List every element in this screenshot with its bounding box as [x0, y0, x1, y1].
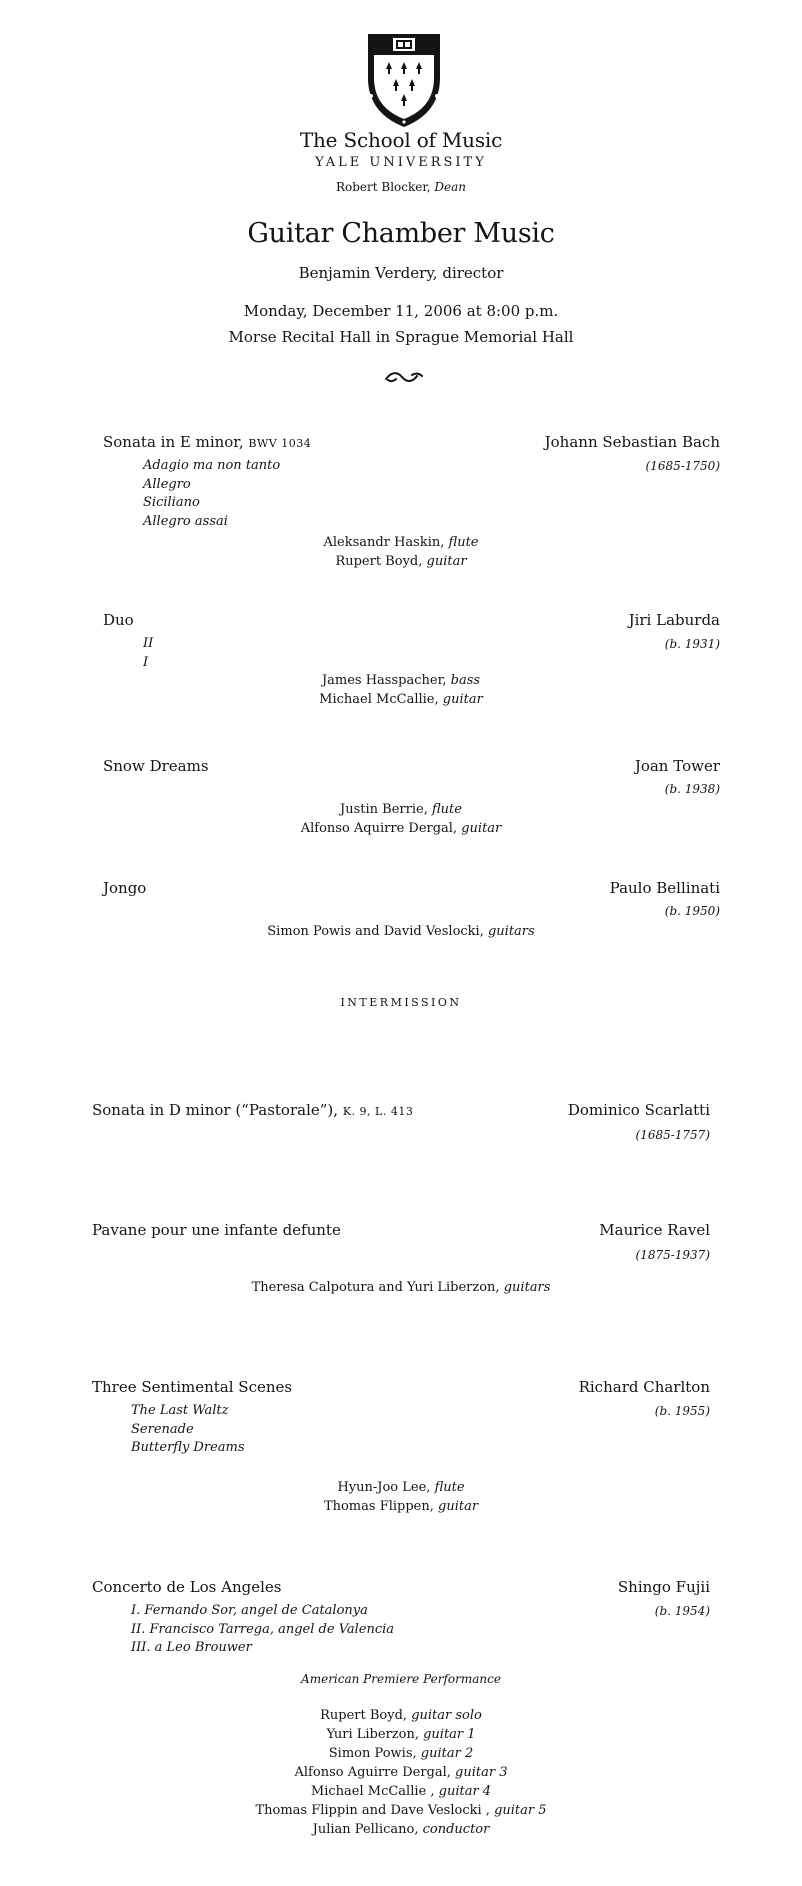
piece-title-bach: [103, 433, 311, 451]
piece-title-jongo: Jongo: [103, 879, 147, 897]
performer-role: guitar: [461, 821, 502, 836]
performer-line: [0, 1478, 802, 1497]
piece-title-scarlatti: [92, 1101, 413, 1119]
performer-line: [0, 800, 802, 819]
performer-line: [0, 671, 802, 690]
movement-item: Siciliano: [143, 495, 200, 510]
composer-name: Johann Sebastian Bach: [544, 433, 720, 451]
composer-years: (b. 1938): [664, 782, 720, 796]
performer-role: guitar solo: [411, 1708, 482, 1723]
performer-role: guitar 2: [420, 1746, 474, 1761]
composer-years: (b. 1954): [654, 1604, 710, 1618]
composer-name: Paulo Bellinati: [609, 879, 720, 897]
concert-date: Monday, December 11, 2006 at 8:00 p.m.: [243, 302, 559, 320]
performer-role: flute: [434, 1480, 465, 1495]
composer-name: Maurice Ravel: [599, 1221, 710, 1239]
movement-item: III. a Leo Brouwer: [131, 1640, 252, 1655]
performer-list: [0, 922, 802, 941]
performer-line: [0, 1725, 802, 1744]
performer-role: guitars: [503, 1280, 551, 1295]
performer-line: [0, 1497, 802, 1516]
performer-name: Michael McCallie ,: [310, 1784, 435, 1799]
performer-role: guitar 5: [494, 1803, 547, 1818]
movement-item: I. Fernando Sor, angel de Catalonya: [131, 1603, 368, 1618]
performer-line: [0, 1820, 802, 1839]
composer-years: (b. 1955): [654, 1404, 710, 1418]
composer-name: Shingo Fujii: [617, 1578, 710, 1596]
ornament-swash-icon: [384, 368, 424, 386]
performer-line: [0, 1278, 802, 1297]
performer-line: [0, 552, 802, 571]
performer-line: [0, 1801, 802, 1820]
performer-line: [0, 1744, 802, 1763]
composer-years: (1685-1750): [645, 459, 720, 473]
performer-name: Hyun-Joo Lee,: [337, 1480, 431, 1495]
performer-role: guitar 4: [438, 1784, 492, 1799]
performer-line: [0, 1763, 802, 1782]
composer-years: (b. 1931): [664, 637, 720, 651]
performer-line: [0, 1782, 802, 1801]
performer-line: [0, 1706, 802, 1725]
movement-item: II: [143, 636, 154, 651]
performer-list: [0, 533, 802, 571]
performer-name: Alfonso Aguirre Dergal,: [294, 1765, 451, 1780]
performer-list: [0, 1478, 802, 1516]
performer-name: Julian Pellicano,: [312, 1822, 419, 1837]
performer-name: Theresa Calpotura and Yuri Liberzon,: [251, 1280, 500, 1295]
performer-line: [0, 819, 802, 838]
concert-venue: Morse Recital Hall in Sprague Memorial Hall: [228, 328, 574, 346]
intermission-label: INTERMISSION: [340, 996, 462, 1009]
movement-list: [131, 1602, 394, 1658]
movement-item: Adagio ma non tanto: [143, 458, 281, 473]
performer-role: guitar 1: [423, 1727, 476, 1742]
performer-role: guitars: [487, 924, 535, 939]
piece-title-concerto: Concerto de Los Angeles: [92, 1578, 282, 1596]
performer-list: [0, 800, 802, 838]
movement-item: II. Francisco Tarrega, angel de Valencia: [131, 1621, 395, 1637]
piece-title-sentimental-scenes: Three Sentimental Scenes: [92, 1378, 293, 1396]
dean-title: Dean: [434, 180, 467, 194]
movement-list: [143, 635, 153, 672]
performer-list: [0, 1278, 802, 1297]
performer-name: Yuri Liberzon,: [326, 1727, 419, 1742]
director-line: Benjamin Verdery, director: [298, 264, 504, 282]
performer-role: guitar: [426, 554, 467, 569]
movement-item: Butterfly Dreams: [131, 1440, 245, 1455]
piece-title-snow-dreams: Snow Dreams: [103, 757, 209, 775]
performer-line: [0, 533, 802, 552]
performer-list: [0, 671, 802, 709]
program-title: Guitar Chamber Music: [247, 218, 555, 249]
performer-line: [0, 690, 802, 709]
performer-name: Thomas Flippin and Dave Veslocki ,: [255, 1803, 490, 1818]
yale-shield-logo: [366, 32, 442, 128]
performer-role: guitar: [442, 692, 483, 707]
composer-years: (1685-1757): [635, 1128, 710, 1142]
university-name: YALE UNIVERSITY: [315, 155, 487, 170]
dean-name: Robert Blocker,: [335, 180, 431, 194]
performer-role: guitar: [438, 1499, 479, 1514]
movement-list: [131, 1402, 245, 1458]
premiere-note: American Premiere Performance: [301, 1672, 501, 1686]
performer-name: Michael McCallie,: [319, 692, 439, 707]
performer-name: Rupert Boyd,: [320, 1708, 408, 1723]
composer-years: (b. 1950): [664, 904, 720, 918]
performer-role: guitar 3: [455, 1765, 508, 1780]
performer-name: Thomas Flippen,: [323, 1499, 434, 1514]
movement-item: The Last Waltz: [131, 1403, 229, 1418]
performer-name: Simon Powis and David Veslocki,: [267, 924, 484, 939]
catalog-number: BWV 1034: [248, 437, 312, 450]
movement-item: Allegro assai: [143, 513, 228, 529]
composer-name: Dominico Scarlatti: [567, 1101, 710, 1119]
movement-item: Allegro: [143, 476, 191, 492]
performer-list: [0, 1706, 802, 1839]
performer-name: Justin Berrie,: [340, 802, 428, 817]
performer-line: [0, 922, 802, 941]
catalog-number: K. 9, L. 413: [342, 1105, 414, 1118]
piece-title-text: Sonata in E minor,: [103, 433, 244, 451]
composer-name: Richard Charlton: [578, 1378, 710, 1396]
composer-years: (1875-1937): [635, 1248, 710, 1262]
school-name: The School of Music: [299, 128, 503, 152]
performer-role: flute: [448, 535, 479, 550]
movement-item: I: [143, 654, 149, 670]
performer-role: flute: [431, 802, 462, 817]
composer-name: Jiri Laburda: [628, 611, 720, 629]
movement-list: [143, 457, 280, 531]
piece-title-duo: Duo: [103, 611, 134, 629]
dean-line: [0, 180, 802, 194]
performer-name: Simon Powis,: [328, 1746, 417, 1761]
piece-title-text: Sonata in D minor (“Pastorale”),: [92, 1101, 339, 1119]
performer-name: James Hasspacher,: [321, 673, 447, 688]
performer-role: bass: [450, 673, 481, 688]
performer-name: Rupert Boyd,: [335, 554, 423, 569]
performer-role: conductor: [422, 1822, 490, 1837]
composer-name: Joan Tower: [634, 757, 720, 775]
performer-name: Aleksandr Haskin,: [323, 535, 445, 550]
piece-title-pavane: Pavane pour une infante defunte: [92, 1221, 341, 1239]
movement-item: Serenade: [131, 1421, 194, 1437]
performer-name: Alfonso Aquirre Dergal,: [300, 821, 458, 836]
